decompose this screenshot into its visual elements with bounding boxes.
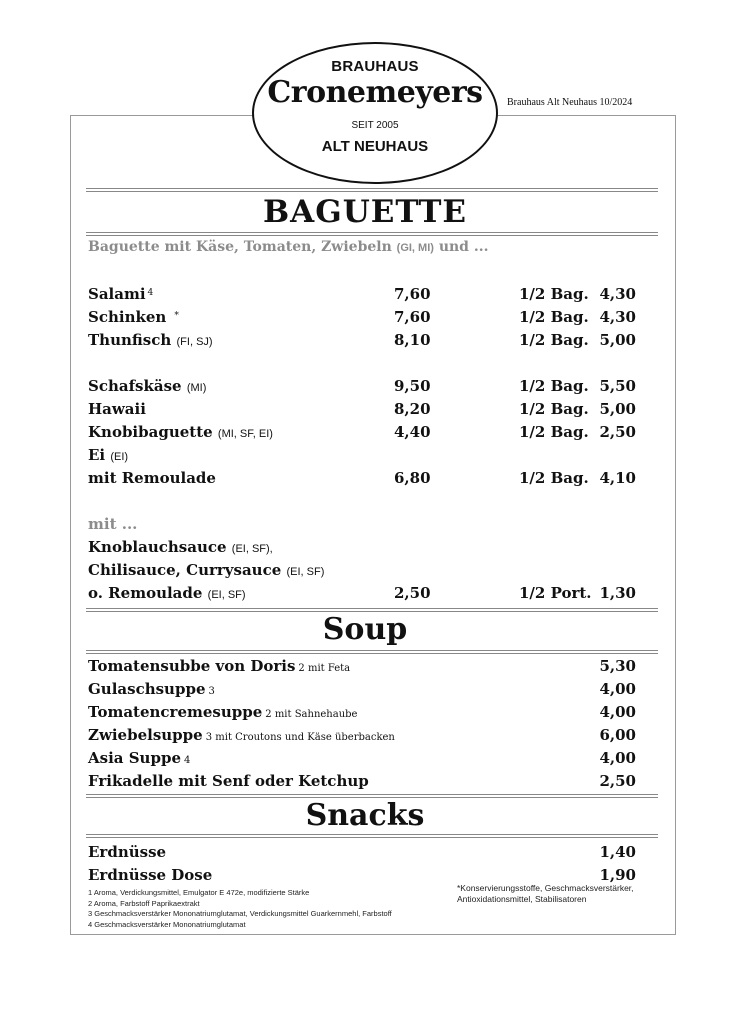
snack-name: Erdnüsse Dose: [88, 866, 213, 884]
allergen-footnotes: [88, 888, 392, 930]
item-price: 8,10: [394, 331, 431, 349]
soup-item: [88, 680, 648, 702]
soup-note: 3: [208, 686, 215, 697]
soup-name: Tomatensubbe von Doris: [88, 657, 296, 675]
item-name: Salami: [88, 285, 146, 303]
soup-note: 2 mit Feta: [298, 663, 351, 674]
divider: [86, 834, 658, 838]
menu-item: [88, 285, 648, 307]
note-line: *Konservierungsstoffe, Geschmacksverstärker,: [457, 883, 634, 893]
item-price: 6,80: [394, 469, 431, 487]
soup-name: Frikadelle mit Senf oder Ketchup: [88, 772, 369, 790]
divider: [86, 188, 658, 192]
snack-price: 1,40: [599, 843, 636, 861]
soup-item: [88, 657, 648, 679]
soup-price: 2,50: [599, 772, 636, 790]
item-price: 7,60: [394, 308, 431, 326]
soup-note: 3 mit Croutons und Käse überbacken: [205, 732, 395, 743]
menu-item: [88, 469, 648, 491]
snack-item: [88, 843, 648, 865]
item-half-label: 1/2 Bag.: [519, 400, 589, 418]
soup-name: Zwiebelsuppe: [88, 726, 203, 744]
footnote: 4 Geschmacksverstärker Mononatriumglutamat: [88, 919, 246, 929]
item-allergens: (MI, SF, EI): [217, 428, 273, 440]
item-half-label: 1/2 Bag.: [519, 308, 589, 326]
subtitle-allergens: (GI, MI): [396, 242, 434, 254]
sauce-price: 2,50: [394, 584, 431, 602]
sauce-half-label: 1/2 Port.: [519, 584, 592, 602]
soup-name: Gulaschsuppe: [88, 680, 206, 698]
menu-item: [88, 423, 648, 445]
item-half-label: 1/2 Bag.: [519, 423, 589, 441]
item-name: Schafskäse: [88, 377, 182, 395]
item-price: 7,60: [394, 285, 431, 303]
item-half-price: 5,00: [599, 400, 636, 418]
sauce-item: [88, 538, 648, 560]
sauce-name: Chilisauce, Currysauce: [88, 561, 282, 579]
subtitle-end: und ...: [438, 239, 489, 255]
item-allergens: (MI): [186, 382, 207, 394]
item-half-label: 1/2 Bag.: [519, 285, 589, 303]
sauce-item: [88, 584, 648, 606]
snack-price: 1,90: [599, 866, 636, 884]
soup-price: 4,00: [599, 749, 636, 767]
item-allergens: (FI, SJ): [176, 336, 213, 348]
item-half-price: 4,30: [599, 308, 636, 326]
soup-item: [88, 772, 648, 794]
item-footnote: 4: [147, 288, 154, 298]
soup-note: 2 mit Sahnehaube: [265, 709, 358, 720]
sauce-allergens: (EI, SF): [286, 566, 325, 578]
item-half-price: 5,00: [599, 331, 636, 349]
logo-bottom-text: ALT NEUHAUS: [321, 138, 429, 155]
soup-item: [88, 726, 648, 748]
item-name: mit Remoulade: [88, 469, 216, 487]
footnote: 2 Aroma, Farbstoff Paprikaextrakt: [88, 898, 200, 908]
item-name: Schinken: [88, 308, 167, 326]
brauhaus-logo: [252, 42, 498, 184]
sauce-allergens: (EI, SF): [207, 589, 246, 601]
sauce-half-price: 1,30: [599, 584, 636, 602]
logo-since: SEIT 2005: [351, 120, 399, 131]
menu-item: [88, 377, 648, 399]
item-half-price: 4,10: [599, 469, 636, 487]
soup-price: 5,30: [599, 657, 636, 675]
sauces-intro-text: mit ...: [88, 515, 138, 533]
subtitle-text: Baguette mit Käse, Tomaten, Zwiebeln: [88, 239, 392, 255]
item-name: Hawaii: [88, 400, 146, 418]
item-footnote: *: [174, 311, 179, 321]
item-half-label: 1/2 Bag.: [519, 377, 589, 395]
soup-price: 6,00: [599, 726, 636, 744]
menu-item: [88, 400, 648, 422]
logo-name: Cronemeyers: [267, 75, 483, 110]
footnote: 1 Aroma, Verdickungsmittel, Emulgator E 472e, modifizierte Stärke: [88, 888, 310, 897]
soup-title: Soup: [322, 612, 408, 647]
sauce-name: o. Remoulade: [88, 584, 203, 602]
soup-price: 4,00: [599, 703, 636, 721]
soup-price: 4,00: [599, 680, 636, 698]
soup-item: [88, 749, 648, 771]
sauce-allergens: (EI, SF),: [231, 543, 273, 555]
item-half-price: 4,30: [599, 285, 636, 303]
logo-top-text: BRAUHAUS: [331, 58, 419, 75]
divider: [86, 232, 658, 236]
item-name: Ei: [88, 446, 106, 464]
soup-name: Tomatencremesuppe: [88, 703, 263, 721]
snack-name: Erdnüsse: [88, 843, 167, 861]
item-half-label: 1/2 Bag.: [519, 331, 589, 349]
item-name: Knobibaguette: [88, 423, 213, 441]
menu-item: [88, 308, 648, 330]
baguette-subtitle: [88, 239, 488, 255]
note-line: Antioxidationsmittel, Stabilisatoren: [457, 894, 587, 904]
menu-item: [88, 331, 648, 353]
snacks-title: Snacks: [305, 798, 425, 833]
item-price: 4,40: [394, 423, 431, 441]
menu-item: [88, 446, 648, 468]
item-allergens: (EI): [110, 451, 129, 463]
sauces-intro: [88, 515, 648, 537]
soup-item: [88, 703, 648, 725]
divider: [86, 650, 658, 654]
item-price: 8,20: [394, 400, 431, 418]
sauce-item: [88, 561, 648, 583]
item-half-label: 1/2 Bag.: [519, 469, 589, 487]
item-half-price: 5,50: [599, 377, 636, 395]
baguette-title: BAGUETTE: [262, 194, 468, 230]
sauce-name: Knoblauchsauce: [88, 538, 227, 556]
item-name: Thunfisch: [88, 331, 172, 349]
edition-label: Brauhaus Alt Neuhaus 10/2024: [507, 97, 633, 108]
soup-note: 4: [183, 755, 191, 766]
preservatives-note: [457, 883, 634, 905]
item-price: 9,50: [394, 377, 431, 395]
soup-name: Asia Suppe: [88, 749, 181, 767]
item-half-price: 2,50: [599, 423, 636, 441]
footnote: 3 Geschmacksverstärker Mononatriumglutamat, Verdickungsmittel Guarkernmehl, Farbstoff: [88, 909, 392, 918]
